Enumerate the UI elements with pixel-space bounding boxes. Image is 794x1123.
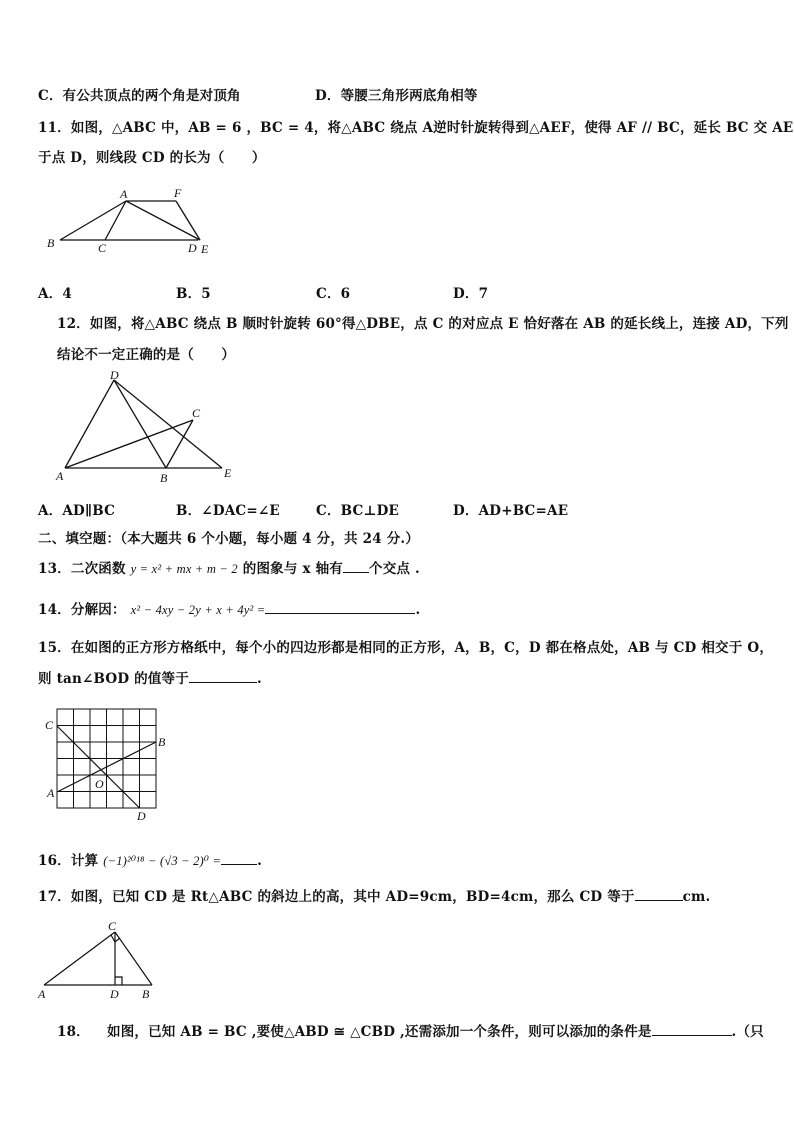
q18-line bbox=[107, 1020, 764, 1040]
q15-label-o: O bbox=[95, 777, 104, 791]
q11-figure bbox=[40, 182, 230, 262]
q15-label-b: B bbox=[158, 735, 166, 749]
q15-stem-line2 bbox=[38, 667, 262, 687]
q13-line bbox=[38, 557, 420, 577]
q14-prefix: 14．分解因： bbox=[38, 602, 126, 618]
q18-suffix: .（只 bbox=[731, 1024, 764, 1040]
q11-option-a: A．4 bbox=[38, 286, 72, 302]
q14-suffix: . bbox=[415, 602, 421, 618]
q12-option-a: A．AD∥BC bbox=[38, 503, 116, 519]
q12-stem-line2: 结论不一定正确的是（ ） bbox=[57, 347, 236, 363]
q17-unit: cm. bbox=[682, 889, 711, 905]
q15-stem-line1: 15．在如图的正方形方格纸中，每个小的四边形都是相同的正方形，A，B，C，D 都在格点处，AB 与 CD 相交于 O， bbox=[38, 640, 774, 656]
q15-line2-text: 则 tan∠BOD 的值等于 bbox=[38, 671, 189, 687]
q17-label-d: D bbox=[110, 987, 119, 1001]
q16-expression: (−1)²⁰¹⁸ − (√3 − 2)⁰ = bbox=[103, 854, 222, 868]
q17-text: 17．如图，已知 CD 是 Rt△ABC 的斜边上的高，其中 AD=9cm，BD=4cm，那么 CD 等于 bbox=[38, 889, 635, 905]
q12-label-c: C bbox=[192, 406, 201, 420]
q17-label-b: B bbox=[142, 987, 150, 1001]
q13-answer-blank[interactable] bbox=[343, 559, 369, 573]
q14-line bbox=[38, 598, 420, 618]
q12-label-d: D bbox=[110, 368, 119, 382]
q17-answer-blank[interactable] bbox=[635, 887, 683, 901]
q16-suffix: . bbox=[257, 853, 262, 869]
q11-label-c: C bbox=[98, 241, 107, 255]
q12-option-b: B．∠DAC=∠E bbox=[176, 503, 280, 519]
q11-label-d: D bbox=[188, 241, 197, 255]
q14-expression: x² − 4xy − 2y + x + 4y² = bbox=[130, 603, 266, 617]
q18-number: 18． bbox=[57, 1024, 90, 1040]
q16-prefix: 16．计算 bbox=[38, 853, 99, 869]
q10-option-c: C．有公共顶点的两个角是对顶角 bbox=[38, 88, 241, 104]
section-fill-in-heading: 二、填空题：（本大题共 6 个小题，每小题 4 分，共 24 分.） bbox=[38, 531, 420, 547]
q15-label-a: A bbox=[47, 786, 55, 800]
q12-stem-line1: 12．如图，将△ABC 绕点 B 顺时针旋转 60°得△DBE，点 C 的对应点 E 恰好落在 AB 的延长线上，连接 AD，下列 bbox=[57, 316, 789, 332]
q11-option-d: D．7 bbox=[453, 286, 489, 302]
q12-option-d: D．AD+BC=AE bbox=[453, 503, 569, 519]
q18-answer-blank[interactable] bbox=[652, 1022, 732, 1036]
q11-option-b: B．5 bbox=[176, 286, 211, 302]
q13-suffix-a: 的图象与 x 轴有 bbox=[242, 561, 343, 577]
q16-answer-blank[interactable] bbox=[221, 851, 257, 865]
q17-label-a: A bbox=[38, 987, 46, 1001]
q17-figure bbox=[36, 916, 166, 1006]
q11-stem-line1: 11．如图，△ABC 中，AB = 6 ，BC = 4，将△ABC 绕点 A逆时针旋转得到△AEF，使得 AF // BC，延长 BC 交 AE bbox=[38, 120, 794, 136]
q11-label-b: B bbox=[47, 236, 55, 250]
q16-line bbox=[38, 849, 262, 869]
q15-label-d: D bbox=[137, 809, 146, 823]
q11-label-a: A bbox=[120, 187, 128, 201]
q12-label-b: B bbox=[160, 471, 168, 485]
q11-stem-line2: 于点 D，则线段 CD 的长为（ ） bbox=[38, 150, 266, 166]
q11-label-f: F bbox=[174, 186, 182, 200]
q13-expression: y = x² + mx + m − 2 bbox=[130, 562, 238, 576]
q13-prefix: 13．二次函数 bbox=[38, 561, 126, 577]
q15-label-c: C bbox=[45, 718, 54, 732]
q14-answer-blank[interactable] bbox=[265, 600, 415, 614]
q12-figure bbox=[50, 368, 250, 486]
q11-label-e: E bbox=[201, 242, 209, 256]
q11-option-c: C．6 bbox=[316, 286, 351, 302]
q12-label-e: E bbox=[224, 466, 232, 480]
q15-line2-suffix: . bbox=[256, 671, 262, 687]
q13-suffix-b: 个交点 . bbox=[369, 561, 420, 577]
q12-label-a: A bbox=[56, 469, 64, 483]
q18-text: 如图，已知 AB = BC ,要使△ABD ≅ △CBD ,还需添加一个条件，则可以添加的条件是 bbox=[107, 1024, 652, 1040]
q17-label-c: C bbox=[108, 919, 117, 933]
q15-answer-blank[interactable] bbox=[189, 669, 257, 683]
q15-grid-figure bbox=[40, 706, 180, 826]
q10-option-d: D．等腰三角形两底角相等 bbox=[315, 88, 478, 104]
q17-line bbox=[38, 885, 710, 905]
q12-option-c: C．BC⊥DE bbox=[316, 503, 400, 519]
